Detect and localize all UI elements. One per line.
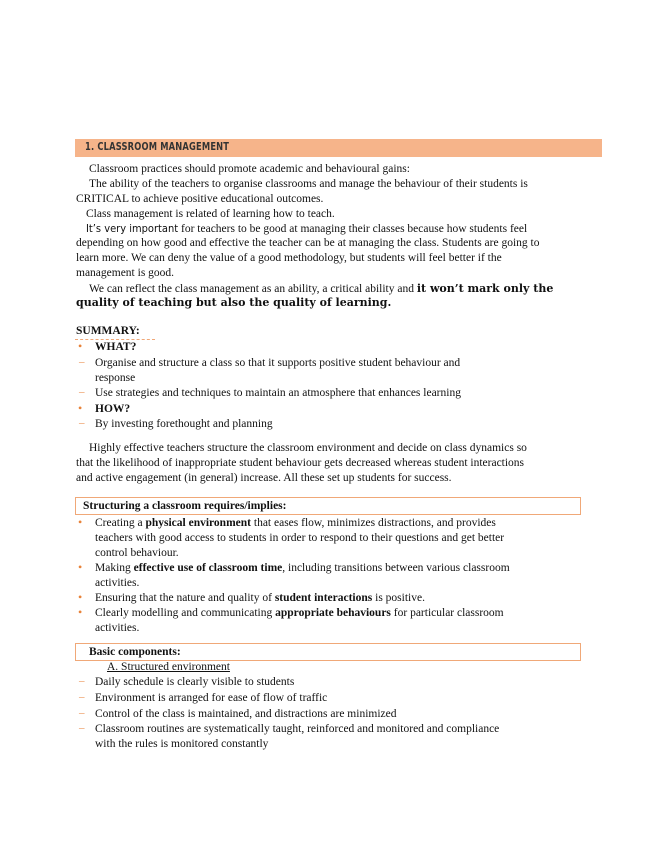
structuring-b1-line3: control behaviour. bbox=[95, 547, 179, 559]
intro-p4-lead: It’s very important bbox=[86, 222, 179, 235]
structuring-b1-b: physical environment bbox=[145, 517, 251, 529]
bullet-dash-icon: – bbox=[79, 707, 85, 719]
intro-p5-line1-b: it won’t mark only the bbox=[416, 282, 554, 295]
basic-item2: Environment is arranged for ease of flow of traffic bbox=[95, 692, 328, 704]
bullet-dash-icon: – bbox=[79, 722, 85, 734]
bullet-dash-icon: – bbox=[79, 386, 85, 398]
bullet-dot-icon: • bbox=[78, 515, 83, 529]
intro-p2-line1: The ability of the teachers to organise classrooms and manage the behaviour of their students is bbox=[89, 178, 528, 190]
structuring-b3-a: Ensuring that the nature and quality of bbox=[95, 592, 275, 604]
bullet-dash-icon: – bbox=[79, 417, 85, 429]
intro-p1: Classroom practices should promote academic and behavioural gains: bbox=[89, 163, 410, 175]
intro-p4-line3: learn more. We can deny the value of a good methodology, but students will feel better if the bbox=[76, 252, 502, 264]
structuring-b1-line2: teachers with good access to students in order to respond to their questions and get better bbox=[95, 532, 505, 544]
effective-line2: that the likelihood of inappropriate student behaviour gets decreased whereas student interactions bbox=[76, 457, 525, 469]
bullet-dot-icon: • bbox=[78, 605, 83, 619]
basic-item1: Daily schedule is clearly visible to students bbox=[95, 676, 295, 688]
effective-line3: and active engagement (in general) increase. All these set up students for success. bbox=[76, 472, 452, 484]
bullet-dash-icon: – bbox=[79, 356, 85, 368]
intro-p4-line4: management is good. bbox=[76, 267, 175, 279]
intro-p5-line2: quality of teaching but also the quality of learning. bbox=[76, 296, 392, 309]
basic-item3: Control of the class is maintained, and distractions are minimized bbox=[95, 708, 397, 720]
bullet-dash-icon: – bbox=[79, 675, 85, 687]
intro-p5-line1-a: We can reflect the class management as an ability, a critical ability and bbox=[89, 283, 417, 295]
bullet-dot-icon: • bbox=[78, 401, 83, 415]
structuring-b3 bbox=[95, 591, 425, 606]
structuring-heading: Structuring a classroom requires/implies: bbox=[83, 500, 287, 512]
basic-item4-line2: with the rules is monitored constantly bbox=[95, 738, 269, 750]
basic-item4-line1: Classroom routines are systematically taught, reinforced and monitored and compliance bbox=[95, 723, 500, 735]
summary-what-item1-line2: response bbox=[95, 372, 136, 384]
structuring-b3-c: is positive. bbox=[372, 592, 425, 604]
structuring-b4-line1 bbox=[95, 606, 504, 621]
structuring-b3-b: student interactions bbox=[274, 592, 373, 604]
structuring-b2-c: , including transitions between various classroom bbox=[282, 562, 510, 574]
structuring-b2-b: effective use of classroom time bbox=[133, 562, 283, 574]
intro-p4-line1-rest: for teachers to be good at managing their classes because how students feel bbox=[178, 223, 528, 235]
structuring-b1-line1 bbox=[95, 516, 560, 531]
summary-heading: SUMMARY: bbox=[76, 325, 140, 337]
intro-p4-line1 bbox=[86, 221, 602, 237]
structuring-b4-a: Clearly modelling and communicating bbox=[95, 607, 276, 619]
structuring-b4-b: appropriate behaviours bbox=[275, 607, 391, 619]
basic-heading: Basic components: bbox=[89, 646, 181, 658]
structuring-b2-a: Making bbox=[95, 562, 134, 574]
structuring-b2-line2: activities. bbox=[95, 577, 140, 589]
intro-p4-line2: depending on how good and effective the teacher can be at managing the class. Students are going to bbox=[76, 237, 540, 249]
structuring-b2-line1 bbox=[95, 561, 510, 576]
summary-what-label: WHAT? bbox=[95, 341, 137, 353]
effective-line1: Highly effective teachers structure the classroom environment and decide on class dynamics so bbox=[89, 442, 527, 454]
structuring-b1-a: Creating a bbox=[95, 517, 146, 529]
structuring-b4-c: for particular classroom bbox=[390, 607, 504, 619]
structuring-b1-c: that eases flow, minimizes distractions, and provides bbox=[251, 517, 496, 529]
summary-what-item2: Use strategies and techniques to maintain an atmosphere that enhances learning bbox=[95, 387, 461, 399]
intro-p2-line2: CRITICAL to achieve positive educational outcomes. bbox=[76, 193, 324, 205]
bullet-dash-icon: – bbox=[79, 691, 85, 703]
structuring-b4-line2: activities. bbox=[95, 622, 140, 634]
summary-how-item1: By investing forethought and planning bbox=[95, 418, 273, 430]
summary-what-item1-line1: Organise and structure a class so that it supports positive student behaviour and bbox=[95, 357, 461, 369]
bullet-dot-icon: • bbox=[78, 590, 83, 604]
bullet-dot-icon: • bbox=[78, 339, 83, 353]
bullet-dot-icon: • bbox=[78, 560, 83, 574]
summary-how-label: HOW? bbox=[95, 403, 131, 415]
section-title: 1. CLASSROOM MANAGEMENT bbox=[85, 141, 230, 153]
basic-sub-a: A. Structured environment bbox=[107, 661, 230, 673]
intro-p3: Class management is related of learning how to teach. bbox=[86, 208, 335, 220]
